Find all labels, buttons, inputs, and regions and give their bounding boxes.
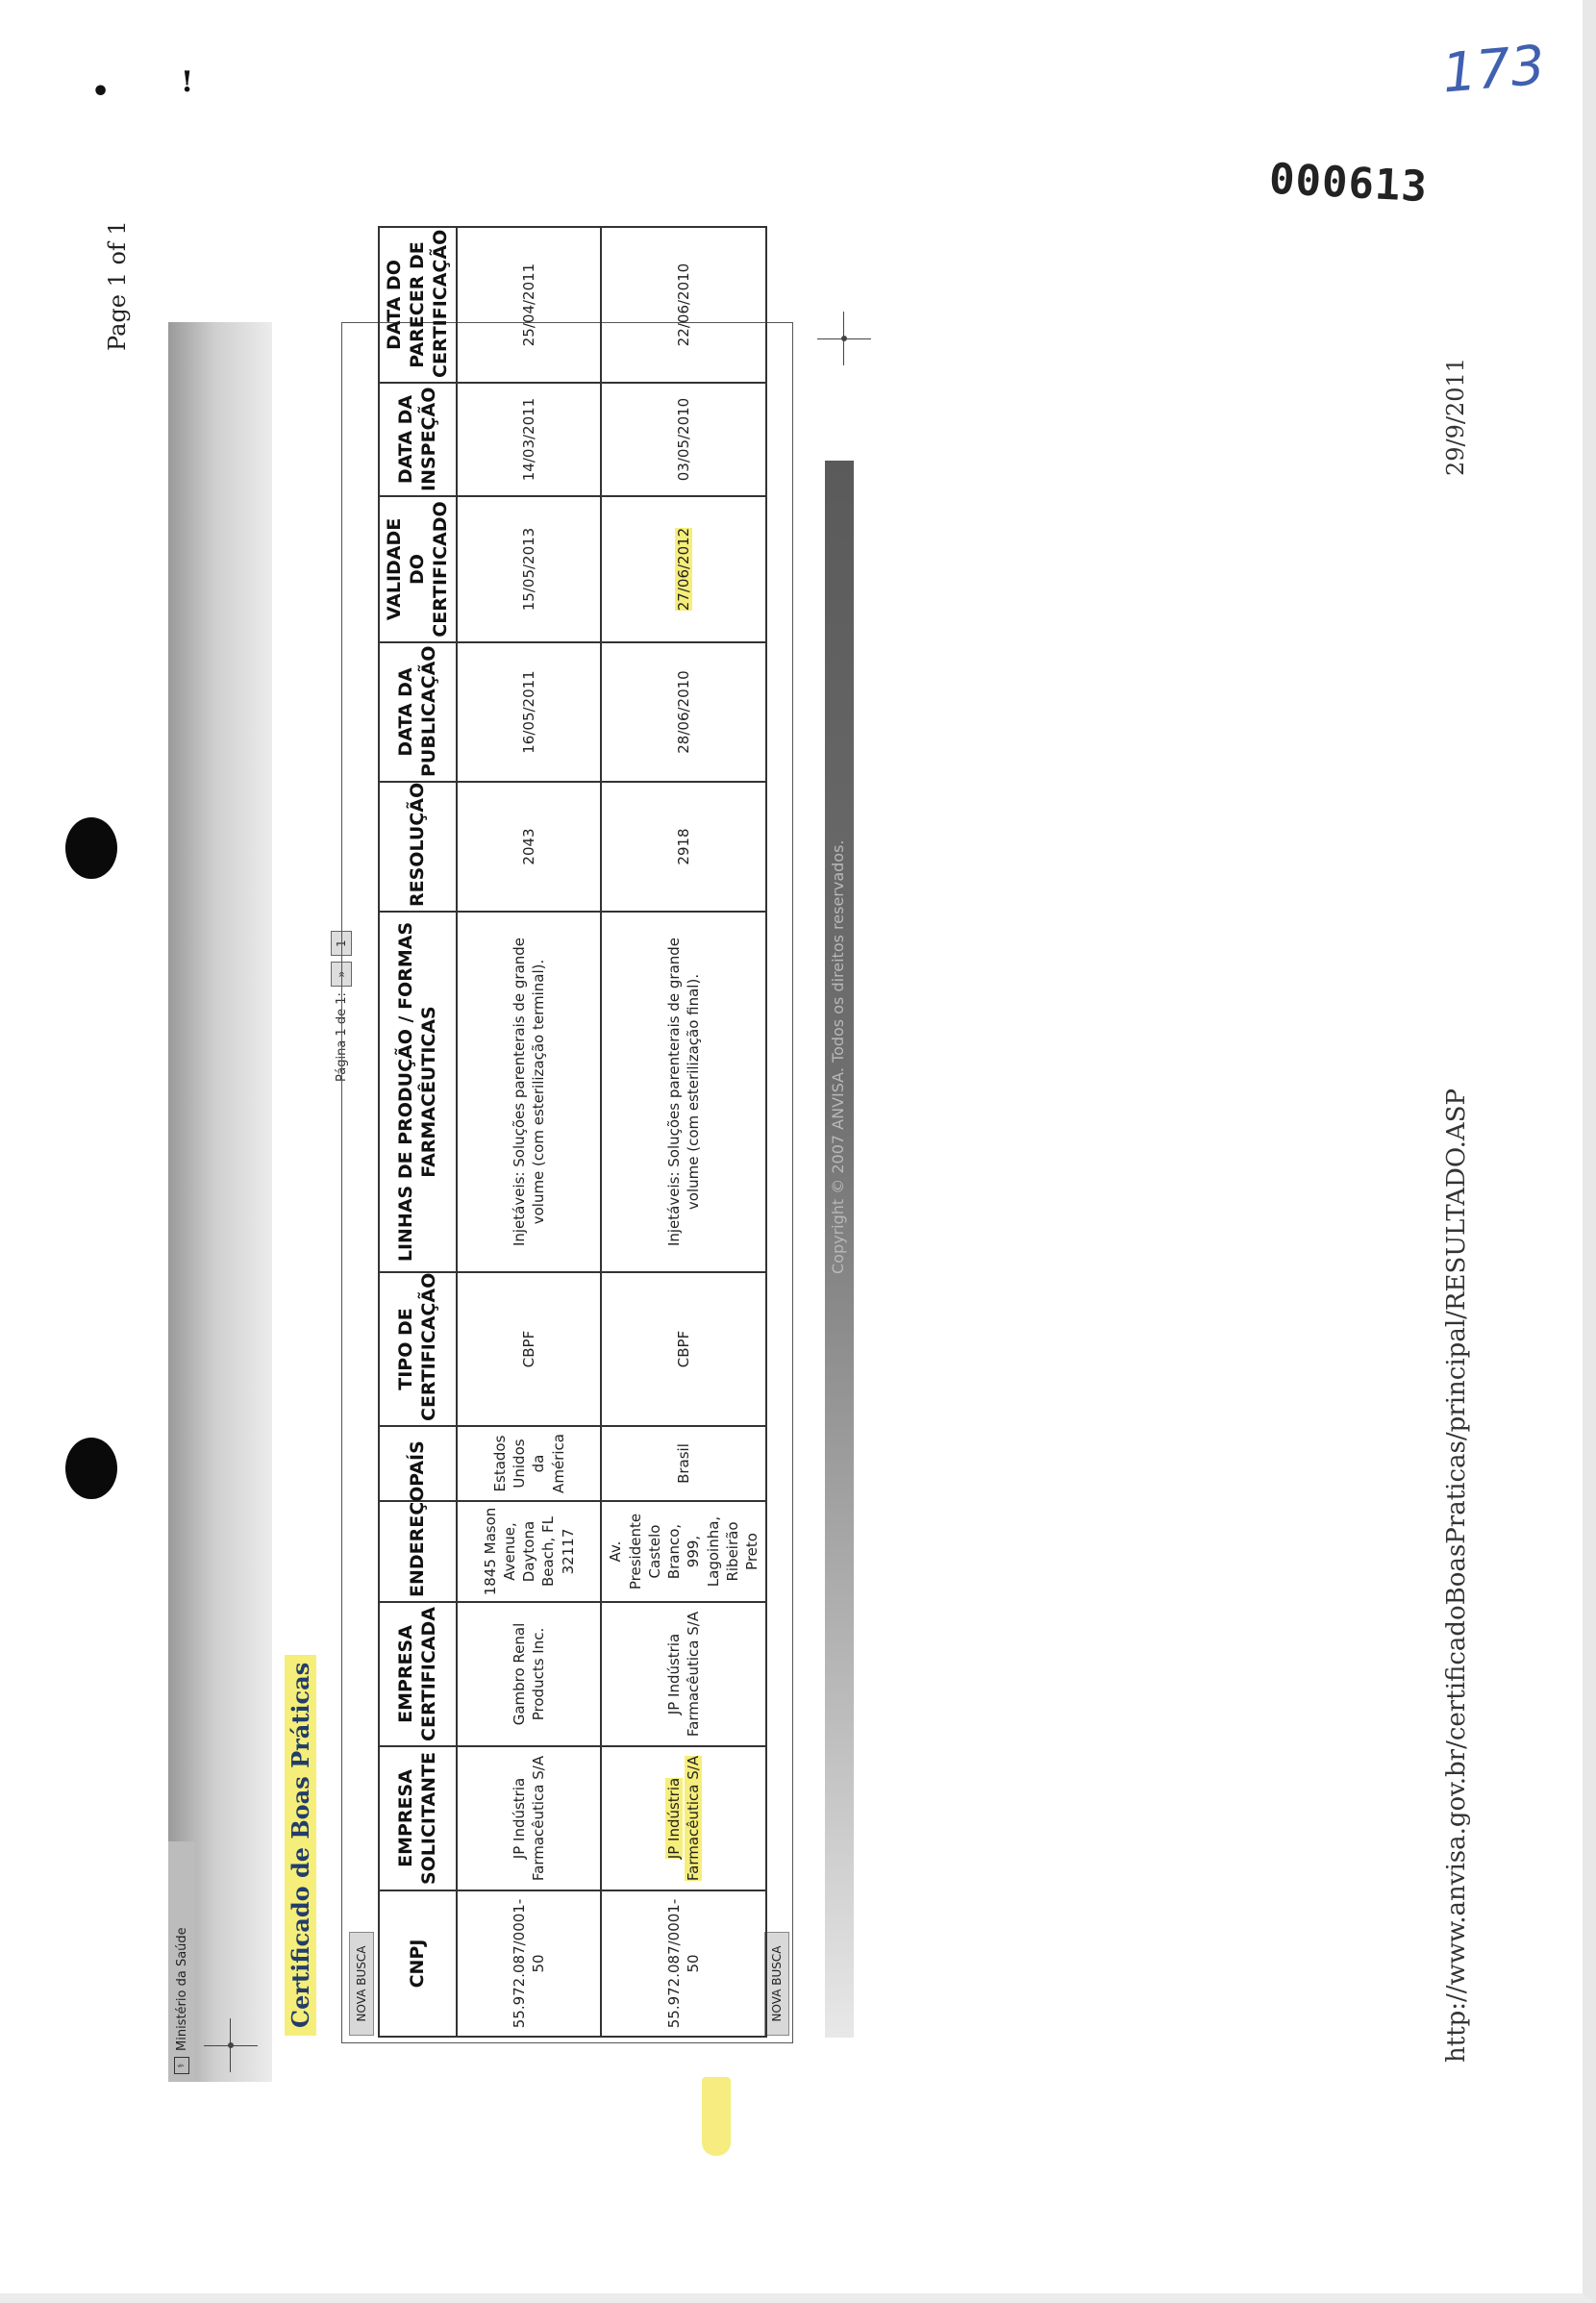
cell-certificada: Gambro Renal Products Inc.: [457, 1602, 601, 1746]
highlighted-text: JP Indústria Farmacêutica S/A: [665, 1755, 703, 1882]
table-row: [601, 227, 766, 2037]
table-header-row: [379, 227, 457, 2037]
cell-endereco: Av. Presidente Castelo Branco, 999, Lagoinha, Ribeirão Preto: [601, 1501, 766, 1602]
printed-page: [0, 91, 1596, 2303]
crosshair-icon: [204, 2018, 258, 2072]
cell-validade: 15/05/2013: [457, 496, 601, 642]
cell-inspecao: 14/03/2011: [457, 383, 601, 496]
ministry-label: Ministério da Saúde: [174, 1927, 189, 2051]
header-inspecao: DATA DA INSPEÇÃO: [379, 383, 457, 496]
cell-cnpj: 55.972.087/0001-50: [601, 1890, 766, 2037]
header-solicitante: EMPRESA SOLICITANTE: [379, 1746, 457, 1890]
print-date: 29/9/2011: [1442, 357, 1469, 476]
copyright: Copyright © 2007 ANVISA. Todos os direitos reservados.: [829, 839, 847, 1274]
corner-mark-right: !: [181, 65, 194, 99]
header-certificada: EMPRESA CERTIFICADA: [379, 1602, 457, 1746]
cell-endereco: 1845 Mason Avenue, Daytona Beach, FL 32117: [457, 1501, 601, 1602]
handwritten-page-number: 173: [1439, 34, 1548, 106]
page-1-button[interactable]: 1: [331, 931, 352, 956]
pagination-label: Página 1 de 1:: [334, 992, 349, 1082]
header-tipo: TIPO DE CERTIFICAÇÃO: [379, 1272, 457, 1426]
cell-tipo: CBPF: [601, 1272, 766, 1426]
cell-publicacao: 28/06/2010: [601, 642, 766, 782]
cell-pais: Estados Unidos da América: [457, 1426, 601, 1501]
certificates-table: [378, 226, 767, 2038]
header-publicacao: DATA DA PUBLICAÇÃO: [379, 642, 457, 782]
table-row: [457, 227, 601, 2037]
cell-resolucao: 2043: [457, 782, 601, 912]
header-pais: PAÍS: [379, 1426, 457, 1501]
page-title: Certificado de Boas Práticas: [285, 1655, 316, 2036]
highlighted-text: 27/06/2012: [675, 527, 693, 612]
cell-resolucao: 2918: [601, 782, 766, 912]
page-url: http://www.anvisa.gov.br/certificadoBoasPraticas/principal/RESULTADO.ASP: [1442, 1089, 1471, 2063]
site-header: [168, 322, 272, 2082]
cell-pais: Brasil: [601, 1426, 766, 1501]
cell-solicitante: JP Indústria Farmacêutica S/A: [457, 1746, 601, 1890]
next-page-button[interactable]: »: [331, 962, 352, 987]
cell-linhas: Injetáveis: Soluções parenterais de grande volume (com esterilização terminal).: [457, 912, 601, 1272]
header-endereco: ENDEREÇO: [379, 1501, 457, 1602]
header-linhas: LINHAS DE PRODUÇÃO / FORMAS FARMACÊUTICAS: [379, 912, 457, 1272]
page-count: Page 1 of 1: [104, 220, 131, 351]
cell-certificada: JP Indústria Farmacêutica S/A: [601, 1602, 766, 1746]
cell-inspecao: 03/05/2010: [601, 383, 766, 496]
header-resolucao: RESOLUÇÃO: [379, 782, 457, 912]
new-search-button-top[interactable]: NOVA BUSCA: [349, 1932, 374, 2036]
crosshair-icon: [817, 312, 871, 365]
stamp-number: 000613: [1267, 154, 1430, 213]
new-search-button-bottom[interactable]: NOVA BUSCA: [764, 1932, 789, 2036]
cell-publicacao: 16/05/2011: [457, 642, 601, 782]
cell-linhas: Injetáveis: Soluções parenterais de grande volume (com esterilização final).: [601, 912, 766, 1272]
ministry-logo-icon: ⚕: [174, 2057, 189, 2074]
cell-parecer: 22/06/2010: [601, 227, 766, 383]
cell-validade: [601, 496, 766, 642]
cell-solicitante: [601, 1746, 766, 1890]
cell-parecer: 25/04/2011: [457, 227, 601, 383]
ministry-band: [168, 1841, 195, 2082]
cell-cnpj: 55.972.087/0001-50: [457, 1890, 601, 2037]
header-parecer: DATA DO PARECER DE CERTIFICAÇÃO: [379, 227, 457, 383]
header-cnpj: CNPJ: [379, 1890, 457, 2037]
corner-mark-left: •: [91, 75, 111, 109]
header-validade: VALIDADE DO CERTIFICADO: [379, 496, 457, 642]
cell-tipo: CBPF: [457, 1272, 601, 1426]
